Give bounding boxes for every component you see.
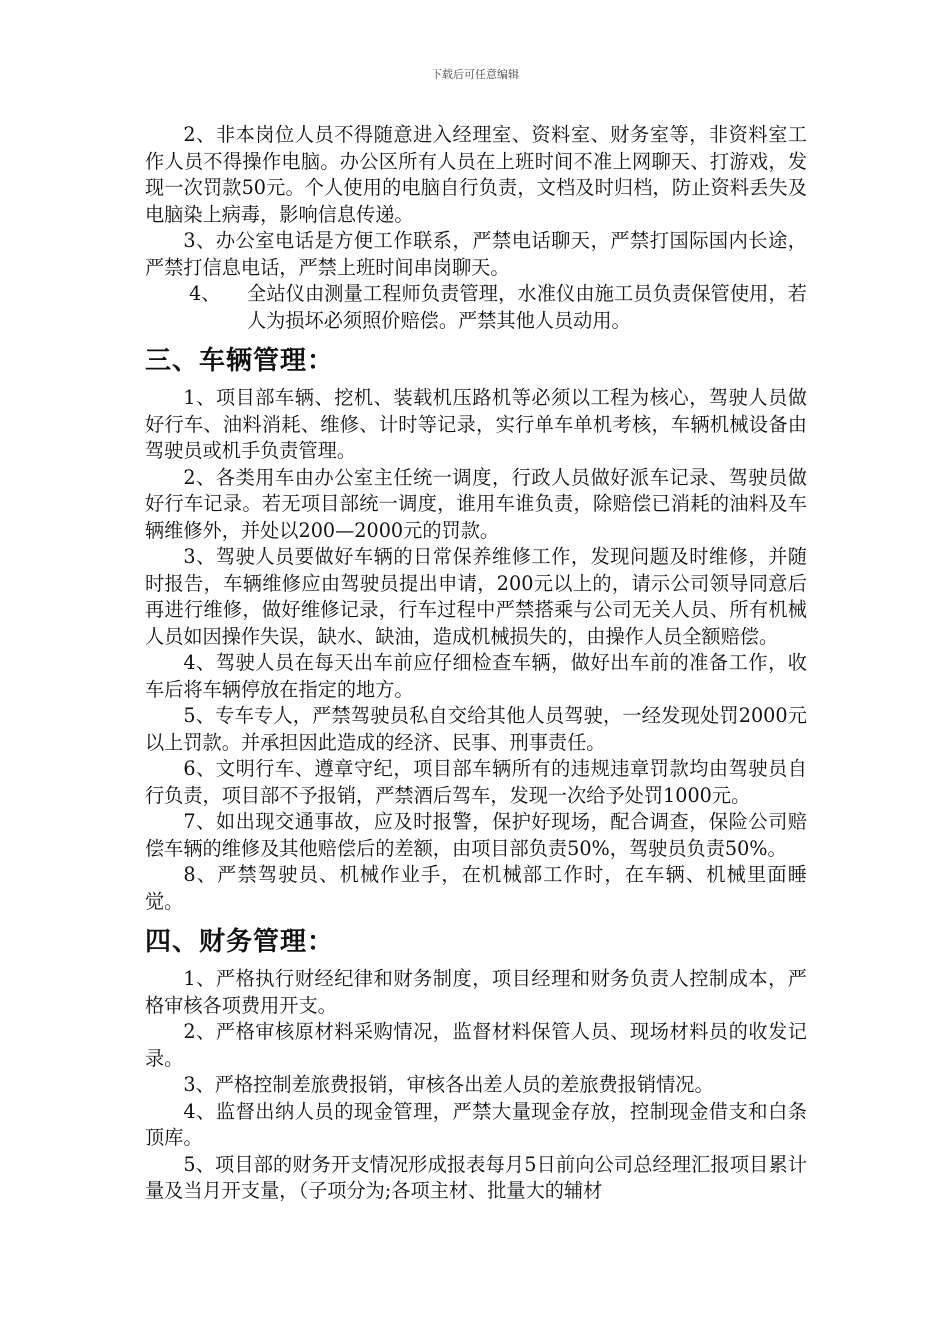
paragraph: 3、驾驶人员要做好车辆的日常保养维修工作，发现问题及时维修，并随时报告，车辆维修应由驾驶员提出申请，200元以上的，请示公司领导同意后再进行维修，做好维修记录，行车过程中严禁搭乘与公司无关人员、所有机械人员如因操作失误，缺水、缺油，造成机械损失的，由操作人员全额赔偿。 [145,545,807,648]
paragraph: 5、专车专人，严禁驾驶员私自交给其他人员驾驶，一经发现处罚2000元以上罚款。并承担因此造成的经济、民事、刑事责任。 [145,704,807,754]
paragraph: 6、文明行车、遵章守纪，项目部车辆所有的违规违章罚款均由驾驶员自行负责，项目部不予报销，严禁酒后驾车，发现一次给予处罚1000元。 [145,757,807,807]
document-body [145,122,807,1205]
paragraph: 1、项目部车辆、挖机、装载机压路机等必须以工程为核心，驾驶人员做好行车、油料消耗、维修、计时等记录，实行单车单机考核，车辆机械设备由驾驶员或机手负责管理。 [145,386,807,462]
item-text: 全站仪由测量工程师负责管理，水准仪由施工员负责保管使用，若人为损坏必须照价赔偿。严禁其他人员动用。 [247,282,807,332]
section-heading: 四、财务管理： [145,927,335,957]
paragraph: 2、非本岗位人员不得随意进入经理室、资料室、财务室等，非资料室工作人员不得操作电脑。办公区所有人员在上班时间不准上网聊天、打游戏，发现一次罚款50元。个人使用的电脑自行负责，文档及时归档，防止资料丢失及电脑染上病毒，影响信息传递。 [145,123,807,226]
paragraph: 3、严格控制差旅费报销，审核各出差人员的差旅费报销情况。 [183,1073,714,1096]
header-note: 下载后可任意编辑 [431,68,519,81]
paragraph: 3、办公室电话是方便工作联系，严禁电话聊天，严禁打国际国内长途，严禁打信息电话，严禁上班时间串岗聊天。 [145,229,807,279]
item-number: 4、 [189,282,221,305]
paragraph: 2、严格审核原材料采购情况，监督材料保管人员、现场材料员的收发记录。 [145,1020,807,1070]
paragraph: 5、项目部的财务开支情况形成报表每月5日前向公司总经理汇报项目累计量及当月开支量，（子项分为;各项主材、批量大的辅材 [145,1152,807,1202]
paragraph: 4、监督出纳人员的现金管理，严禁大量现金存放，控制现金借支和白条顶库。 [145,1099,807,1149]
paragraph: 4、驾驶人员在每天出车前应仔细检查车辆，做好出车前的准备工作，收车后将车辆停放在指定的地方。 [145,651,807,701]
paragraph: 1、严格执行财经纪律和财务制度，项目经理和财务负责人控制成本，严格审核各项费用开支。 [145,967,807,1017]
numbered-item [145,281,807,334]
paragraph: 7、如出现交通事故，应及时报警，保护好现场，配合调查，保险公司赔偿车辆的维修及其他赔偿后的差额，由项目部负责50%，驾驶员负责50%。 [145,810,807,860]
paragraph: 8、严禁驾驶员、机械作业手，在机械部工作时，在车辆、机械里面睡觉。 [145,863,807,913]
section-heading: 三、车辆管理： [145,346,335,376]
paragraph: 2、各类用车由办公室主任统一调度，行政人员做好派车记录、驾驶员做好行车记录。若无项目部统一调度，谁用车谁负责，除赔偿已消耗的油料及车辆维修外，并处以200—2000元的罚款。 [145,465,807,542]
